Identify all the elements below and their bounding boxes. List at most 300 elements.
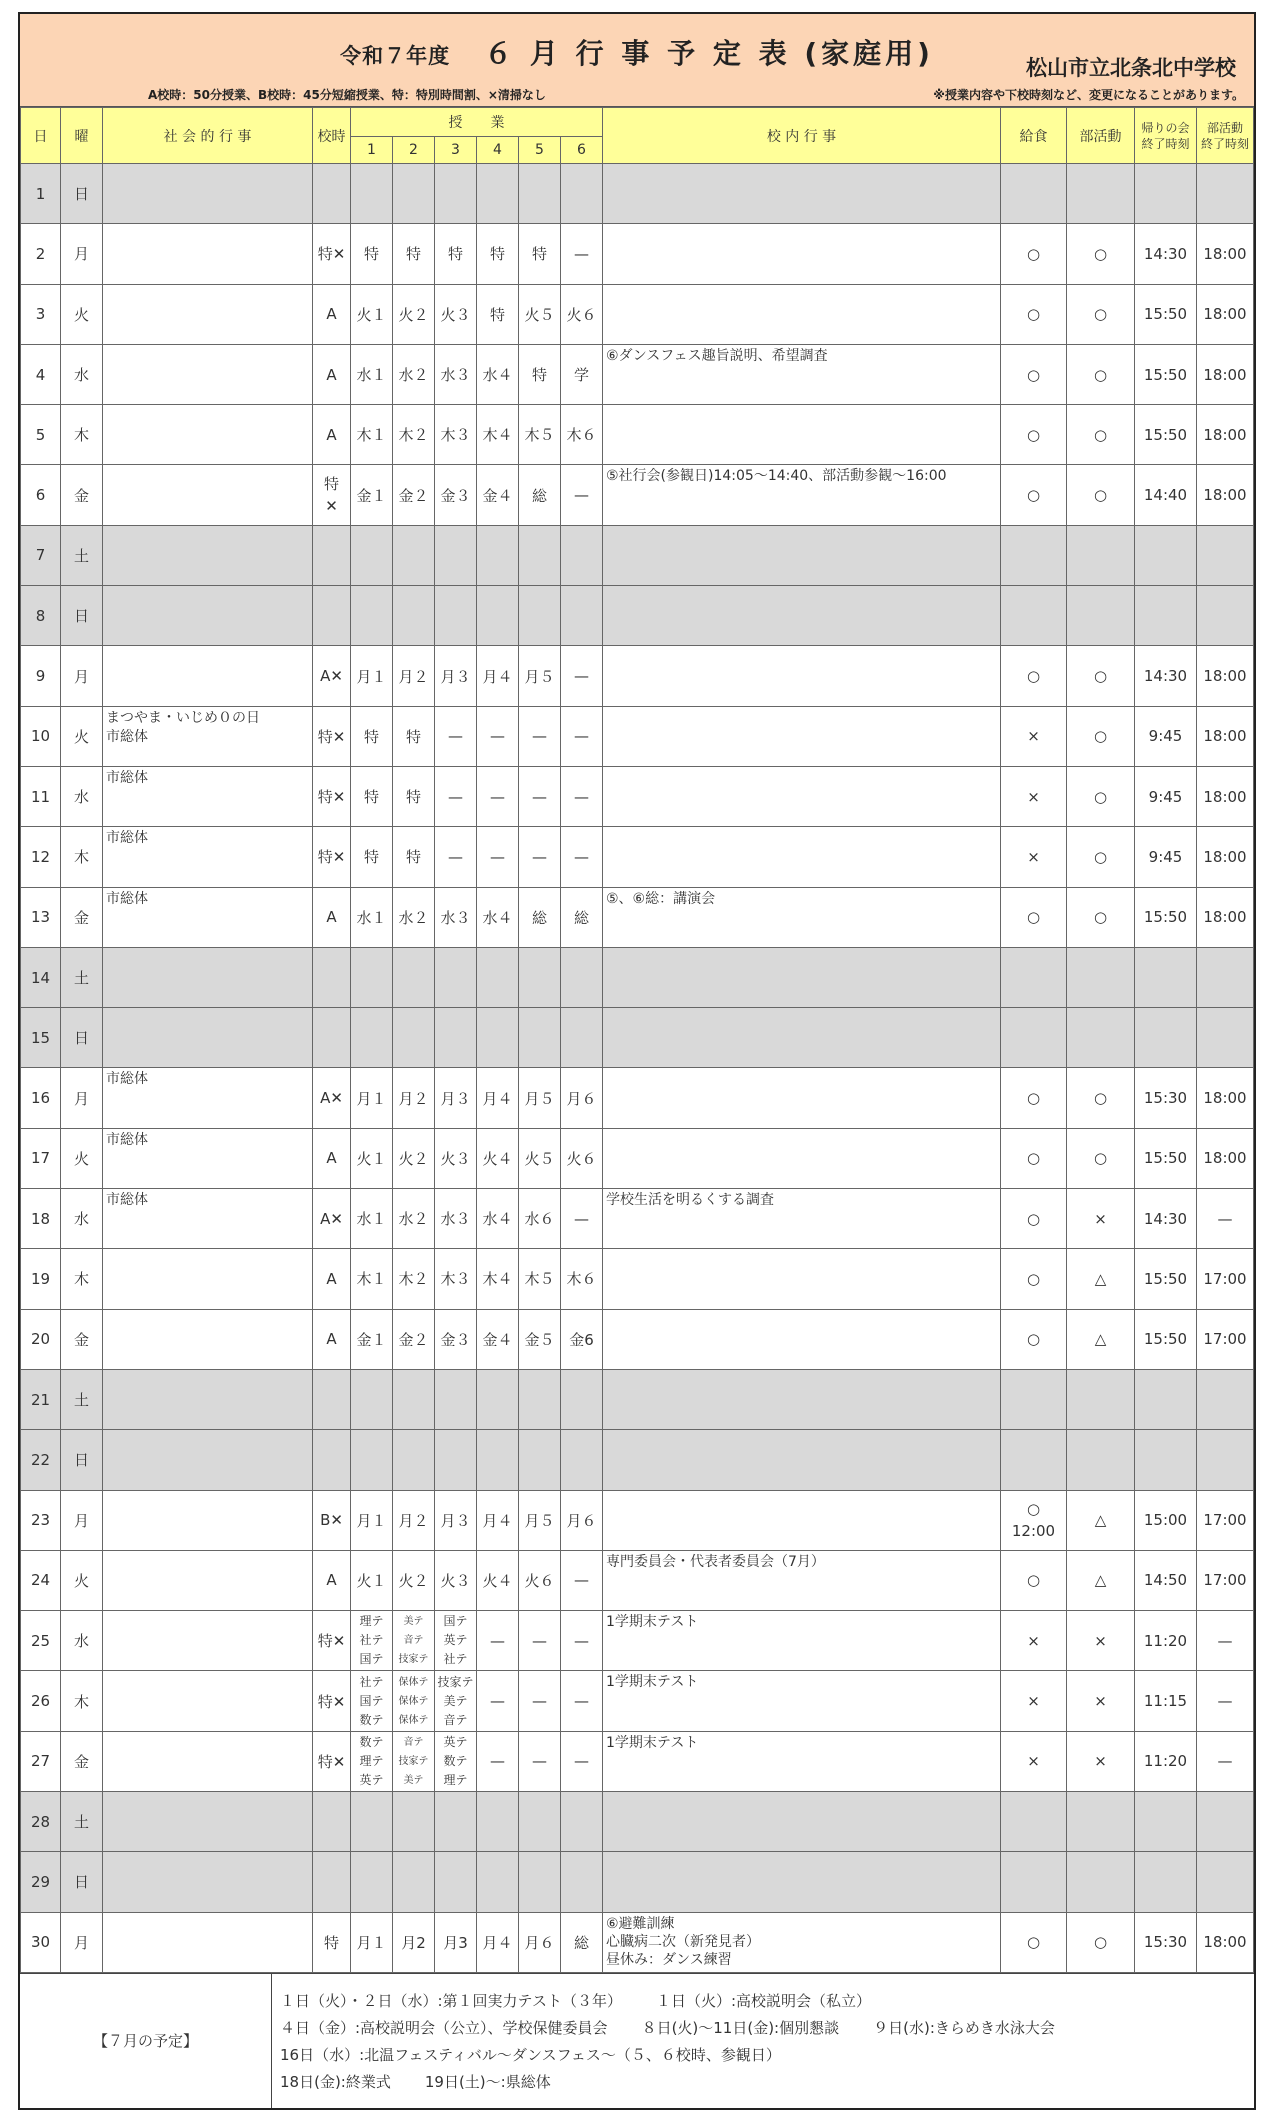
school-events-cell xyxy=(603,1490,1001,1550)
table-row xyxy=(21,706,1254,766)
period-2-cell: 音テ 技家テ 美テ xyxy=(393,1731,435,1791)
day-cell: 11 xyxy=(21,766,61,826)
homeroom-end-cell: 11:20 xyxy=(1135,1731,1197,1791)
col-period-3: 3 xyxy=(435,137,477,164)
period-2-cell xyxy=(393,947,435,1007)
period-2-cell: 火２ xyxy=(393,1550,435,1610)
weekday-cell: 金 xyxy=(61,1309,103,1369)
change-notice: ※授業内容や下校時刻など、変更になることがあります。 xyxy=(933,88,1244,102)
school-events-cell xyxy=(603,1068,1001,1128)
weekday-cell: 火 xyxy=(61,706,103,766)
period-2-cell: 特 xyxy=(393,766,435,826)
weekday-cell: 土 xyxy=(61,525,103,585)
club-cell: ○ xyxy=(1067,766,1135,826)
period-1-cell: 水１ xyxy=(351,344,393,404)
social-events-cell xyxy=(103,1611,313,1671)
club-cell: ○ xyxy=(1067,344,1135,404)
club-cell: × xyxy=(1067,1611,1135,1671)
club-cell xyxy=(1067,947,1135,1007)
period-6-cell: — xyxy=(561,1550,603,1610)
schedule-table xyxy=(20,107,1254,1973)
period-6-cell xyxy=(561,1430,603,1490)
day-cell: 25 xyxy=(21,1611,61,1671)
period-1-cell: 火１ xyxy=(351,1550,393,1610)
period-5-cell xyxy=(519,164,561,224)
weekday-cell: 火 xyxy=(61,1128,103,1188)
lunch-cell xyxy=(1001,1008,1067,1068)
club-end-cell: 18:00 xyxy=(1197,1912,1254,1972)
weekday-cell: 水 xyxy=(61,344,103,404)
next-month-item: １日（火）・２日（水）:第１回実力テスト（３年） xyxy=(280,1991,622,2010)
club-end-cell: 18:00 xyxy=(1197,284,1254,344)
col-period-6: 6 xyxy=(561,137,603,164)
lunch-cell xyxy=(1001,1852,1067,1912)
school-events-cell xyxy=(603,164,1001,224)
period-1-cell xyxy=(351,1430,393,1490)
homeroom-end-line1: 帰りの会 xyxy=(1141,120,1190,135)
weekday-cell: 火 xyxy=(61,1550,103,1610)
club-end-cell: 17:00 xyxy=(1197,1490,1254,1550)
day-cell: 28 xyxy=(21,1792,61,1852)
social-event: 市総体 xyxy=(106,890,148,907)
weekday-cell: 金 xyxy=(61,1731,103,1791)
period-6-cell: 木６ xyxy=(561,1249,603,1309)
club-cell: ○ xyxy=(1067,1128,1135,1188)
period-4-cell: 月４ xyxy=(477,1068,519,1128)
period-1-cell: 理テ 社テ 国テ xyxy=(351,1611,393,1671)
club-cell: ○ xyxy=(1067,284,1135,344)
lunch-cell: ○ xyxy=(1001,465,1067,525)
lunch-cell xyxy=(1001,1430,1067,1490)
period-1-cell xyxy=(351,1852,393,1912)
period-1-cell: 木１ xyxy=(351,1249,393,1309)
school-events-cell xyxy=(603,405,1001,465)
club-cell: × xyxy=(1067,1731,1135,1791)
period-1-cell: 火１ xyxy=(351,284,393,344)
period-3-cell xyxy=(435,1792,477,1852)
lunch-cell: ○ xyxy=(1001,887,1067,947)
period-1-cell: 水１ xyxy=(351,887,393,947)
next-month-label: 【７月の予定】 xyxy=(20,1974,272,2108)
period-1-cell: 月１ xyxy=(351,1912,393,1972)
next-month-lines xyxy=(272,1974,1254,2108)
table-row xyxy=(21,284,1254,344)
club-cell: ○ xyxy=(1067,405,1135,465)
period-4-cell: 火４ xyxy=(477,1128,519,1188)
period-5-cell: 総 xyxy=(519,465,561,525)
table-row xyxy=(21,1309,1254,1369)
period-6-cell: 月６ xyxy=(561,1490,603,1550)
social-event: 市総体 xyxy=(106,1071,148,1088)
period-1-cell: 月１ xyxy=(351,1490,393,1550)
club-end-cell xyxy=(1197,1792,1254,1852)
school-events-cell xyxy=(603,1611,1001,1671)
day-cell: 21 xyxy=(21,1369,61,1429)
school-events-cell xyxy=(603,1852,1001,1912)
day-cell: 16 xyxy=(21,1068,61,1128)
period-6-cell xyxy=(561,1008,603,1068)
period-6-cell xyxy=(561,525,603,585)
homeroom-end-cell: 14:30 xyxy=(1135,224,1197,284)
period-1-cell: 特 xyxy=(351,706,393,766)
period-1-cell: 水１ xyxy=(351,1189,393,1249)
club-cell: × xyxy=(1067,1671,1135,1731)
homeroom-end-cell xyxy=(1135,1008,1197,1068)
school-events-cell xyxy=(603,706,1001,766)
next-month-line xyxy=(280,2042,1254,2069)
club-end-cell: 18:00 xyxy=(1197,465,1254,525)
club-cell: ○ xyxy=(1067,465,1135,525)
period-3-cell: 月３ xyxy=(435,1490,477,1550)
social-events-cell xyxy=(103,1671,313,1731)
period-3-cell: 火３ xyxy=(435,1128,477,1188)
school-events-cell xyxy=(603,827,1001,887)
header-banner xyxy=(20,14,1254,107)
weekday-cell: 月 xyxy=(61,646,103,706)
period-2-cell: 特 xyxy=(393,706,435,766)
col-period-1: 1 xyxy=(351,137,393,164)
weekday-cell: 月 xyxy=(61,1490,103,1550)
period-type-cell xyxy=(313,947,351,1007)
table-row xyxy=(21,164,1254,224)
homeroom-end-line2: 終了時刻 xyxy=(1141,136,1190,151)
period-3-cell: 国テ 英テ 社テ xyxy=(435,1611,477,1671)
period-5-cell: 木５ xyxy=(519,405,561,465)
club-end-cell: 17:00 xyxy=(1197,1550,1254,1610)
club-end-cell xyxy=(1197,1430,1254,1490)
period-3-cell: 金３ xyxy=(435,1309,477,1369)
period-4-cell xyxy=(477,947,519,1007)
weekday-cell: 日 xyxy=(61,164,103,224)
period-2-cell xyxy=(393,525,435,585)
period-type-cell: A xyxy=(313,344,351,404)
club-cell: △ xyxy=(1067,1309,1135,1369)
day-cell: 7 xyxy=(21,525,61,585)
social-events-cell xyxy=(103,1430,313,1490)
title-text: ６ 月 行 事 予 定 表 (家庭用) xyxy=(484,37,934,70)
weekday-cell: 月 xyxy=(61,1068,103,1128)
school-event: ⑤社行会(参観日)14:05～14:40、部活動参観～16:00 xyxy=(606,468,947,485)
lunch-cell: ○ xyxy=(1001,344,1067,404)
period-type-cell: A xyxy=(313,284,351,344)
club-cell xyxy=(1067,1792,1135,1852)
period-3-cell: 月３ xyxy=(435,1068,477,1128)
homeroom-end-cell: 15:50 xyxy=(1135,344,1197,404)
day-cell: 2 xyxy=(21,224,61,284)
lunch-cell xyxy=(1001,525,1067,585)
period-1-cell xyxy=(351,1369,393,1429)
period-5-cell: — xyxy=(519,1731,561,1791)
table-row xyxy=(21,586,1254,646)
school-events-cell xyxy=(603,284,1001,344)
period-2-cell: 月２ xyxy=(393,1490,435,1550)
period-2-cell: 木２ xyxy=(393,405,435,465)
club-end-cell: 18:00 xyxy=(1197,1068,1254,1128)
table-row xyxy=(21,1490,1254,1550)
lunch-cell: ○ xyxy=(1001,224,1067,284)
table-row xyxy=(21,1550,1254,1610)
period-5-cell: 月５ xyxy=(519,1490,561,1550)
day-cell: 5 xyxy=(21,405,61,465)
period-2-cell xyxy=(393,1430,435,1490)
period-6-cell: 火６ xyxy=(561,1128,603,1188)
period-1-cell: 社テ 国テ 数テ xyxy=(351,1671,393,1731)
period-6-cell: — xyxy=(561,706,603,766)
table-row xyxy=(21,1731,1254,1791)
club-cell xyxy=(1067,164,1135,224)
period-5-cell: 月５ xyxy=(519,646,561,706)
period-2-cell xyxy=(393,1792,435,1852)
lunch-cell: ○ xyxy=(1001,1249,1067,1309)
period-2-cell: 月2 xyxy=(393,1912,435,1972)
period-1-cell: 月１ xyxy=(351,1068,393,1128)
period-5-cell: — xyxy=(519,1611,561,1671)
period-6-cell: 学 xyxy=(561,344,603,404)
period-2-cell: 月２ xyxy=(393,1068,435,1128)
period-6-cell xyxy=(561,586,603,646)
period-1-cell xyxy=(351,164,393,224)
period-2-cell: 特 xyxy=(393,827,435,887)
col-club: 部活動 xyxy=(1067,108,1135,164)
table-row xyxy=(21,405,1254,465)
school-event: ⑤、⑥総：講演会 xyxy=(606,890,716,907)
school-events-cell xyxy=(603,766,1001,826)
social-events-cell xyxy=(103,646,313,706)
weekday-cell: 金 xyxy=(61,887,103,947)
period-type-cell: A xyxy=(313,405,351,465)
period-3-cell xyxy=(435,1430,477,1490)
homeroom-end-cell: 15:50 xyxy=(1135,887,1197,947)
period-2-cell xyxy=(393,1852,435,1912)
lunch-cell: × xyxy=(1001,827,1067,887)
period-4-cell: — xyxy=(477,1611,519,1671)
social-events-cell xyxy=(103,465,313,525)
next-month-item: １日（火）:高校説明会（私立） xyxy=(655,1991,872,2010)
social-events-cell xyxy=(103,1309,313,1369)
period-2-cell: 金２ xyxy=(393,1309,435,1369)
club-end-line2: 終了時刻 xyxy=(1200,136,1249,151)
day-cell: 24 xyxy=(21,1550,61,1610)
period-5-cell xyxy=(519,1369,561,1429)
period-6-cell: — xyxy=(561,224,603,284)
period-1-cell: 特 xyxy=(351,827,393,887)
period-5-cell: 水６ xyxy=(519,1189,561,1249)
period-3-cell: 金３ xyxy=(435,465,477,525)
period-3-cell xyxy=(435,164,477,224)
lunch-cell: ○ xyxy=(1001,1309,1067,1369)
period-2-cell xyxy=(393,164,435,224)
social-events-cell xyxy=(103,827,313,887)
period-3-cell xyxy=(435,1852,477,1912)
period-5-cell: 火５ xyxy=(519,284,561,344)
period-type-cell xyxy=(313,1430,351,1490)
col-period-type: 校時 xyxy=(313,108,351,164)
table-row xyxy=(21,887,1254,947)
weekday-cell: 木 xyxy=(61,1249,103,1309)
homeroom-end-cell xyxy=(1135,1792,1197,1852)
period-type-cell: 特 ✕ xyxy=(313,465,351,525)
period-5-cell xyxy=(519,525,561,585)
club-cell: ○ xyxy=(1067,646,1135,706)
period-type-cell: 特✕ xyxy=(313,1611,351,1671)
weekday-cell: 月 xyxy=(61,224,103,284)
club-end-cell xyxy=(1197,947,1254,1007)
period-2-cell: 火２ xyxy=(393,1128,435,1188)
period-2-cell: 木２ xyxy=(393,1249,435,1309)
period-4-cell xyxy=(477,1430,519,1490)
table-row xyxy=(21,1128,1254,1188)
school-events-cell xyxy=(603,465,1001,525)
period-1-cell xyxy=(351,1008,393,1068)
homeroom-end-cell: 15:30 xyxy=(1135,1912,1197,1972)
homeroom-end-cell: 15:30 xyxy=(1135,1068,1197,1128)
period-type-cell: A xyxy=(313,887,351,947)
day-cell: 29 xyxy=(21,1852,61,1912)
club-end-cell xyxy=(1197,1852,1254,1912)
period-3-cell: 水３ xyxy=(435,1189,477,1249)
club-end-cell xyxy=(1197,1369,1254,1429)
day-cell: 26 xyxy=(21,1671,61,1731)
club-end-cell: 18:00 xyxy=(1197,344,1254,404)
period-type-cell: A xyxy=(313,1550,351,1610)
weekday-cell: 日 xyxy=(61,1008,103,1068)
school-events-cell xyxy=(603,344,1001,404)
col-homeroom-end xyxy=(1135,108,1197,164)
period-3-cell xyxy=(435,1008,477,1068)
club-cell: △ xyxy=(1067,1550,1135,1610)
social-events-cell xyxy=(103,1490,313,1550)
period-type-cell xyxy=(313,1852,351,1912)
homeroom-end-cell: 9:45 xyxy=(1135,766,1197,826)
club-end-cell: — xyxy=(1197,1611,1254,1671)
period-6-cell: 木６ xyxy=(561,405,603,465)
homeroom-end-cell: 15:50 xyxy=(1135,1249,1197,1309)
period-4-cell: 特 xyxy=(477,284,519,344)
weekday-cell: 日 xyxy=(61,1852,103,1912)
club-end-cell: 18:00 xyxy=(1197,1128,1254,1188)
lunch-cell: × xyxy=(1001,1731,1067,1791)
day-cell: 19 xyxy=(21,1249,61,1309)
period-4-cell xyxy=(477,1008,519,1068)
homeroom-end-cell xyxy=(1135,947,1197,1007)
weekday-cell: 水 xyxy=(61,1189,103,1249)
club-end-cell: 18:00 xyxy=(1197,827,1254,887)
day-cell: 20 xyxy=(21,1309,61,1369)
period-3-cell xyxy=(435,525,477,585)
period-3-cell: 月3 xyxy=(435,1912,477,1972)
lunch-cell: ○ 12:00 xyxy=(1001,1490,1067,1550)
col-club-end xyxy=(1197,108,1254,164)
next-month-item: 19日(土)～:県総体 xyxy=(424,2072,551,2091)
period-2-cell: 水２ xyxy=(393,887,435,947)
period-5-cell xyxy=(519,1008,561,1068)
club-end-cell: 18:00 xyxy=(1197,706,1254,766)
school-events-cell xyxy=(603,1550,1001,1610)
club-end-line1: 部活動 xyxy=(1206,120,1243,135)
period-3-cell: 技家テ 美テ 音テ xyxy=(435,1671,477,1731)
school-events-cell xyxy=(603,1912,1001,1972)
period-type-cell: A xyxy=(313,1128,351,1188)
day-cell: 6 xyxy=(21,465,61,525)
club-cell: ○ xyxy=(1067,706,1135,766)
social-events-cell xyxy=(103,1852,313,1912)
period-1-cell xyxy=(351,525,393,585)
period-6-cell: 金6 xyxy=(561,1309,603,1369)
lunch-cell: ○ xyxy=(1001,284,1067,344)
period-4-cell: 木４ xyxy=(477,405,519,465)
school-events-cell xyxy=(603,646,1001,706)
col-social-events: 社 会 的 行 事 xyxy=(103,108,313,164)
homeroom-end-cell: 15:00 xyxy=(1135,1490,1197,1550)
homeroom-end-cell: 15:50 xyxy=(1135,284,1197,344)
day-cell: 15 xyxy=(21,1008,61,1068)
school-events-cell xyxy=(603,1731,1001,1791)
period-5-cell: 火６ xyxy=(519,1550,561,1610)
period-4-cell: — xyxy=(477,827,519,887)
period-type-cell: A✕ xyxy=(313,1068,351,1128)
period-4-cell: 月４ xyxy=(477,1912,519,1972)
day-cell: 17 xyxy=(21,1128,61,1188)
social-event: 市総体 xyxy=(106,769,148,786)
social-event: 市総体 xyxy=(106,830,148,847)
next-month-item: ８日(火)～11日(金):個別懇談 xyxy=(641,2018,840,2037)
next-month-item: 18日(金):終業式 xyxy=(280,2072,391,2091)
period-6-cell: — xyxy=(561,827,603,887)
lunch-cell xyxy=(1001,164,1067,224)
period-4-cell xyxy=(477,1852,519,1912)
period-type-cell xyxy=(313,586,351,646)
period-4-cell: 水４ xyxy=(477,887,519,947)
period-4-cell: 水４ xyxy=(477,344,519,404)
club-end-cell xyxy=(1197,586,1254,646)
social-event: 市総体 xyxy=(106,1192,148,1209)
period-6-cell: 総 xyxy=(561,1912,603,1972)
period-1-cell: 月１ xyxy=(351,646,393,706)
fiscal-year-label: 令和７年度 xyxy=(340,44,451,68)
lunch-cell: ○ xyxy=(1001,1068,1067,1128)
period-type-cell: 特✕ xyxy=(313,1671,351,1731)
col-period-4: 4 xyxy=(477,137,519,164)
period-4-cell xyxy=(477,1369,519,1429)
social-events-cell xyxy=(103,947,313,1007)
period-type-cell: B✕ xyxy=(313,1490,351,1550)
social-events-cell xyxy=(103,284,313,344)
club-cell xyxy=(1067,1008,1135,1068)
school-event: ⑥避難訓練 xyxy=(606,1915,675,1932)
club-end-cell: 17:00 xyxy=(1197,1249,1254,1309)
club-end-cell: — xyxy=(1197,1671,1254,1731)
period-6-cell xyxy=(561,1792,603,1852)
club-cell: ○ xyxy=(1067,887,1135,947)
club-cell: △ xyxy=(1067,1249,1135,1309)
period-6-cell xyxy=(561,164,603,224)
homeroom-end-cell xyxy=(1135,164,1197,224)
period-6-cell: — xyxy=(561,766,603,826)
club-cell: ○ xyxy=(1067,1912,1135,1972)
period-type-cell xyxy=(313,1792,351,1852)
next-month-line xyxy=(280,2069,1254,2096)
club-end-cell xyxy=(1197,164,1254,224)
period-legend: A校時：50分授業、B校時：45分短縮授業、特：特別時間割、×清掃なし xyxy=(148,88,546,102)
period-5-cell: 月６ xyxy=(519,1912,561,1972)
period-3-cell: 水３ xyxy=(435,887,477,947)
period-6-cell xyxy=(561,1852,603,1912)
school-events-cell xyxy=(603,1369,1001,1429)
social-events-cell xyxy=(103,1249,313,1309)
homeroom-end-cell: 15:50 xyxy=(1135,1128,1197,1188)
club-cell xyxy=(1067,1430,1135,1490)
weekday-cell: 火 xyxy=(61,284,103,344)
